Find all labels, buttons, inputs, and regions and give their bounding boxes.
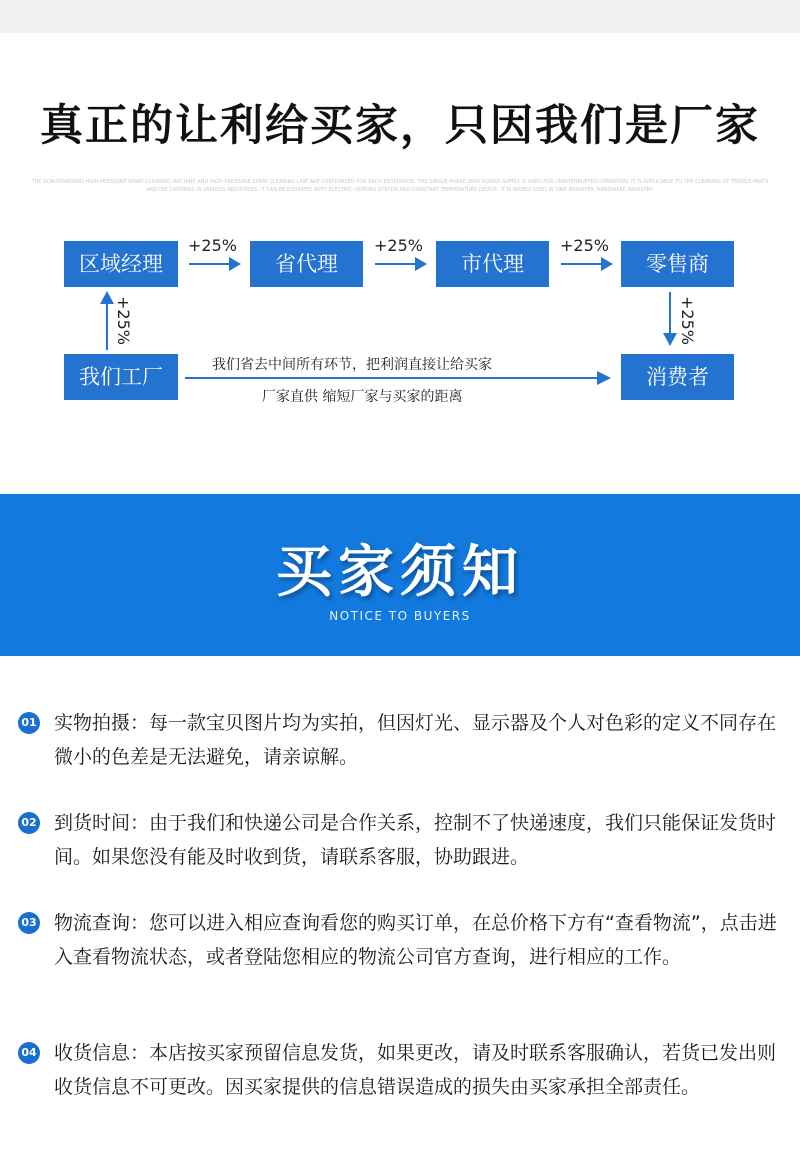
banner-title: 买家须知 — [276, 540, 524, 605]
box-factory: 我们工厂 — [64, 354, 178, 400]
markup-label-vertical-right: +25% — [678, 296, 697, 345]
markup-label-2: +25% — [374, 236, 423, 255]
number-badge: 01 — [18, 712, 40, 734]
box-consumer: 消费者 — [621, 354, 734, 400]
box-retailer: 零售商 — [621, 241, 734, 287]
box-city-agent: 市代理 — [436, 241, 549, 287]
notice-text: 物流查询：您可以进入相应查询看您的购买订单，在总价格下方有“查看物流”，点击进入查看物流状态，或者登陆您相应的物流公司官方查询，进行相应的工作。 — [54, 912, 777, 968]
notice-text: 收货信息：本店按买家预留信息发货，如果更改，请及时联系客服确认，若货已发出则收货信息不可更改。因买家提供的信息错误造成的损失由买家承担全部责任。 — [54, 1042, 777, 1098]
markup-label-3: +25% — [560, 236, 609, 255]
banner-subtitle: NOTICE TO BUYERS — [329, 609, 471, 623]
number-badge: 04 — [18, 1042, 40, 1064]
direct-supply-line-2: 厂家直供 缩短厂家与买家的距离 — [262, 389, 463, 405]
number-badge: 02 — [18, 812, 40, 834]
number-badge: 03 — [18, 912, 40, 934]
notice-text: 到货时间：由于我们和快递公司是合作关系，控制不了快递速度，我们只能保证发货时间。如果您没有能及时收到货，请联系客服，协助跟进。 — [54, 812, 777, 868]
markup-label-1: +25% — [188, 236, 237, 255]
box-regional-manager: 区域经理 — [64, 241, 178, 287]
direct-supply-line-1: 我们省去中间所有环节，把利润直接让给买家 — [212, 357, 492, 373]
page-headline: 真正的让利给买家，只因我们是厂家 — [40, 101, 760, 151]
notice-text: 实物拍摄：每一款宝贝图片均为实拍，但因灯光、显示器及个人对色彩的定义不同存在微小的色差是无法避免，请亲谅解。 — [54, 712, 777, 768]
box-provincial-agent: 省代理 — [250, 241, 363, 287]
fineprint-text: THE NON-STANDARD HIGH-PRESSURE SPRAY CLEANING MACHINE AND HIGH-PRESSURE SPRAY CLEANING LINE ARE CUSTOMIZED FOR EACH ENTERPRISE. THE SINGLE-PHASE 380V POWER SUPPLY IS USED FOR UNINTERRUPTED OPERATION. IT IS APPLICABLE TO THE CLEANING OF TENSILE PARTS AND DIE CASTINGS IN VARIOUS INDUSTRIES. IT CAN BE EQUIPPED WITH ELECTRIC HEATING SYSTEM AND CONSTANT TEMPERATURE DEVICE. IT IS WIDELY USED IN SINK INDUSTRY, HARDWARE INDUSTRY. — [31, 179, 769, 193]
markup-label-vertical-left: +25% — [114, 296, 133, 345]
